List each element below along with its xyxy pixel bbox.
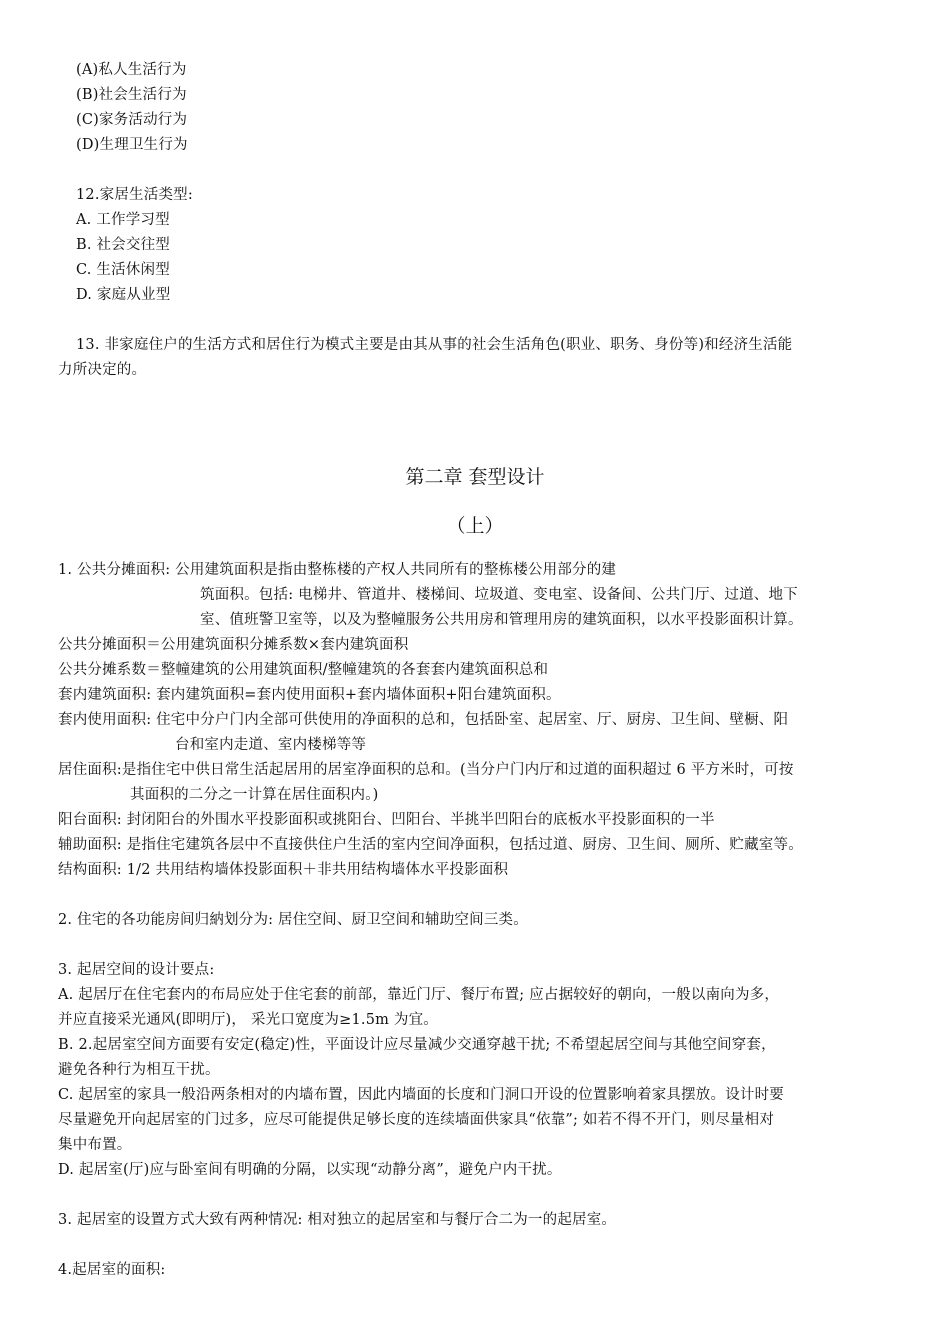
- item-3b: 3. 起居室的设置方式大致有两种情况: 相对独立的起居室和与餐厅合二为一的起居室。: [58, 1212, 617, 1228]
- item-3-b-line-1: B. 2.起居室空间方面要有安定(稳定)性，平面设计应尽量减少交通穿越干扰; 不希望起居空间与其他空间穿套，: [58, 1037, 776, 1053]
- question-13-line-1: 13. 非家庭住户的生活方式和居住行为模式主要是由其从事的社会生活角色(职业、职务、身份等)和经济生活能: [76, 337, 793, 353]
- auxiliary-area: 辅助面积: 是指住宅建筑各层中不直接供住户生活的室内空间净面积，包括过道、厨房、卫生间、厕所、贮藏室等。: [58, 837, 803, 853]
- living-area-line-1: 居住面积:是指住宅中供日常生活起居用的居室净面积的总和。(当分户门内厅和过道的面积超过 6 平方米时，可按: [58, 762, 794, 778]
- living-area-line-2: 其面积的二分之一计算在居住面积内。): [130, 787, 379, 803]
- formula-shared-coefficient: 公共分摊系数＝整幢建筑的公用建筑面积/整幢建筑的各套套内建筑面积总和: [58, 662, 549, 678]
- structure-area: 结构面积: 1/2 共用结构墙体投影面积＋非共用结构墙体水平投影面积: [58, 862, 509, 878]
- inner-use-area-line-2: 台和室内走道、室内楼梯等等: [175, 737, 367, 753]
- item-3-c-line-3: 集中布置。: [58, 1137, 132, 1153]
- formula-shared-area: 公共分摊面积＝公用建筑面积分摊系数×套内建筑面积: [58, 637, 409, 653]
- item-3-b-line-2: 避免各种行为相互干扰。: [58, 1062, 220, 1078]
- option-d: (D)生理卫生行为: [76, 137, 188, 153]
- option-b: (B)社会生活行为: [76, 87, 187, 103]
- item-3-d-line-1: D. 起居室(厅)应与卧室间有明确的分隔，以实现“动静分离”，避免户内干扰。: [58, 1162, 562, 1178]
- item-2: 2. 住宅的各功能房间归納划分为: 居住空间、厨卫空间和辅助空间三类。: [58, 912, 528, 928]
- question-12-option-b: B. 社会交往型: [76, 237, 170, 253]
- item-1-line-1: 1. 公共分摊面积: 公用建筑面积是指由整栋楼的产权人共同所有的整栋楼公用部分的建: [58, 562, 617, 578]
- chapter-part: （上）: [446, 515, 504, 537]
- question-13-line-2: 力所决定的。: [58, 362, 147, 378]
- item-3-a-line-2: 并应直接采光通风(即明厅)， 采光口宽度为≥1.5m 为宜。: [58, 1012, 438, 1028]
- item-3-title: 3. 起居空间的设计要点:: [58, 962, 215, 978]
- question-12-title: 12.家居生活类型:: [76, 187, 193, 203]
- inner-use-area-line-1: 套内使用面积: 住宅中分户门内全部可供使用的净面积的总和，包括卧室、起居室、厅、厨房、卫生间、壁橱、阳: [58, 712, 789, 728]
- question-12-option-d: D. 家庭从业型: [76, 287, 171, 303]
- item-3-c-line-1: C. 起居室的家具一般沿两条相对的内墙布置，因此内墙面的长度和门洞口开设的位置影响着家具摆放。设计时要: [58, 1087, 784, 1103]
- item-1-line-3: 室、值班警卫室等，以及为整幢服务公共用房和管理用房的建筑面积，以水平投影面积计算。: [200, 612, 803, 628]
- question-12-option-c: C. 生活休闲型: [76, 262, 170, 278]
- question-12-option-a: A. 工作学习型: [76, 212, 170, 228]
- item-3-c-line-2: 尽量避免开向起居室的门过多，应尽可能提供足够长度的连续墙面供家具“依靠”; 如若不得不开门，则尽量相对: [58, 1112, 775, 1128]
- balcony-area: 阳台面积: 封闭阳台的外围水平投影面积或挑阳台、凹阳台、半挑半凹阳台的底板水平投影面积的一半: [58, 812, 715, 828]
- chapter-title: 第二章 套型设计: [405, 466, 545, 488]
- option-a: (A)私人生活行为: [76, 62, 187, 78]
- item-1-line-2: 筑面积。包括: 电梯井、管道井、楼梯间、垃圾道、变电室、设备间、公共门厅、过道、地下: [200, 587, 798, 603]
- item-4: 4.起居室的面积:: [58, 1262, 166, 1278]
- inner-building-area: 套内建筑面积: 套内建筑面积=套内使用面积+套内墙体面积+阳台建筑面积。: [58, 687, 561, 703]
- option-c: (C)家务活动行为: [76, 112, 188, 128]
- item-3-a-line-1: A. 起居厅在住宅套内的布局应处于住宅套的前部，靠近门厅、餐厅布置; 应占据较好的朝向，一般以南向为多，: [58, 987, 780, 1003]
